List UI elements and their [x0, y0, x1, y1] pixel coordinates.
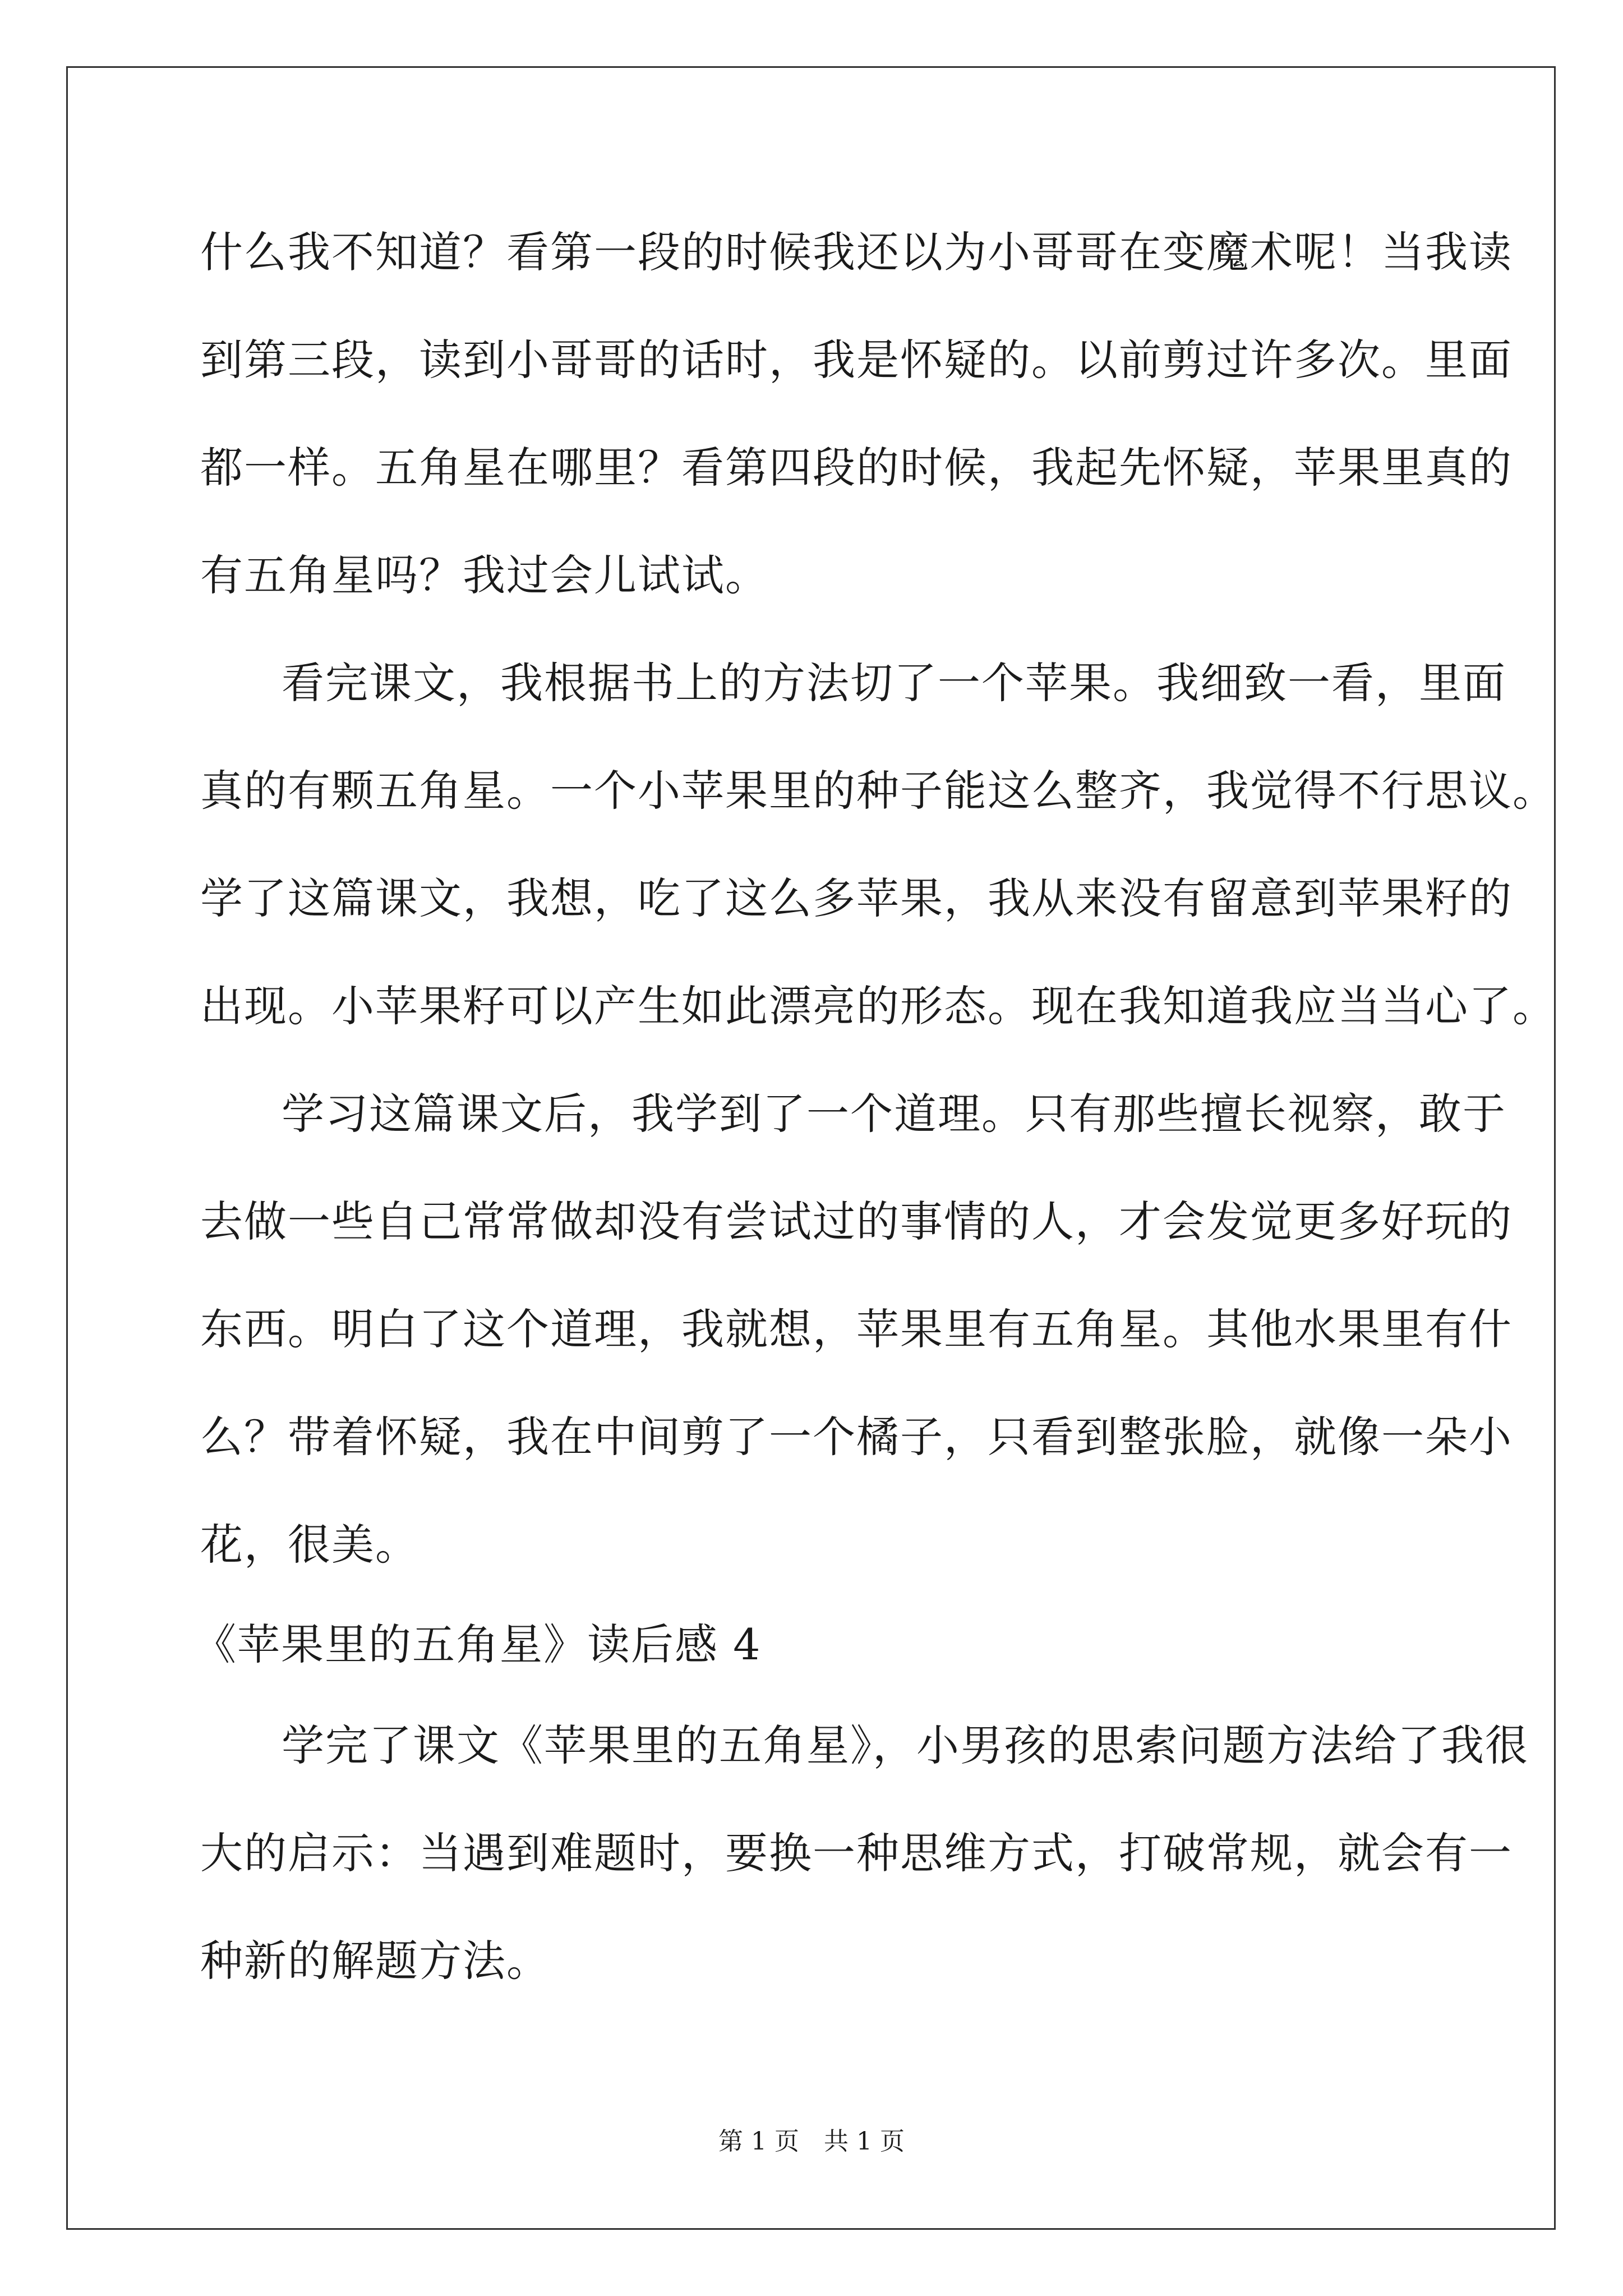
paragraph-line: 去做一些自己常常做却没有尝试过的事情的人，才会发觉更多好玩的 — [200, 1197, 1513, 1246]
paragraph-line: 到第三段，读到小哥哥的话时，我是怀疑的。以前剪过许多次。里面 — [200, 335, 1513, 385]
paragraph-line: 出现。小苹果籽可以产生如此漂亮的形态。现在我知道我应当当心了。 — [200, 981, 1556, 1031]
paragraph-line: 真的有颗五角星。一个小苹果里的种子能这么整齐，我觉得不行思议。 — [200, 766, 1556, 816]
paragraph-line: 学习这篇课文后，我学到了一个道理。只有那些擅长视察，敢于 — [282, 1089, 1506, 1139]
paragraph-line: 大的启示：当遇到难题时，要换一种思维方式，打破常规，就会有一 — [200, 1828, 1513, 1878]
paragraph-line: 有五角星吗？我过会儿试试。 — [200, 550, 769, 600]
paragraph-line: 学完了课文《苹果里的五角星》，小男孩的思索问题方法给了我很 — [282, 1720, 1529, 1770]
paragraph-line: 什么我不知道？看第一段的时候我还以为小哥哥在变魔术呢！当我读 — [200, 227, 1513, 277]
paragraph-line: 花，很美。 — [200, 1520, 419, 1570]
paragraph-line: 东西。明白了这个道理，我就想，苹果里有五角星。其他水果里有什 — [200, 1304, 1513, 1354]
page-footer: 第 1 页 共 1 页 — [718, 2127, 905, 2156]
paragraph-line: 种新的解题方法。 — [200, 1936, 550, 1986]
section-heading: 《苹果里的五角星》读后感 4 — [193, 1619, 762, 1669]
paragraph-line: 么？带着怀疑，我在中间剪了一个橘子，只看到整张脸，就像一朵小 — [200, 1412, 1513, 1462]
paragraph-line: 看完课文，我根据书上的方法切了一个苹果。我细致一看，里面 — [282, 658, 1506, 708]
page-border — [66, 66, 1556, 2230]
paragraph-line: 都一样。五角星在哪里？看第四段的时候，我起先怀疑，苹果里真的 — [200, 443, 1513, 493]
paragraph-line: 学了这篇课文，我想，吃了这么多苹果，我从来没有留意到苹果籽的 — [200, 873, 1513, 923]
